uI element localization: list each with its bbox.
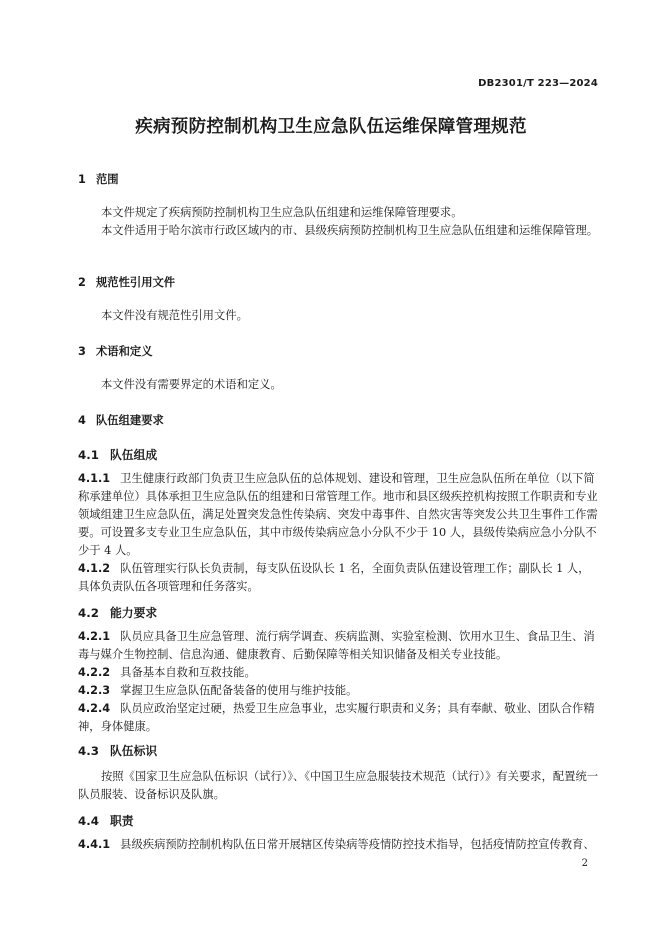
document-title: 疾病预防控制机构卫生应急队伍运维保障管理规范 [135, 117, 527, 137]
subsection-title: 能力要求 [110, 606, 158, 620]
subsection-4-1-heading [78, 446, 600, 464]
section-number: 1 [78, 173, 86, 186]
section-title: 范围 [96, 173, 119, 186]
section-1-paragraph-2: 本文件适用于哈尔滨市行政区域内的市、县级疾病预防控制机构卫生应急队伍组建和运维保障管理。 [101, 224, 599, 237]
clause-number: 4.2.3 [78, 684, 111, 697]
subsection-4-4-heading [78, 812, 600, 830]
clause-number: 4.1.1 [78, 472, 111, 485]
subsection-4-3-heading [78, 742, 600, 760]
subsection-title: 队伍标识 [110, 744, 158, 758]
section-1-heading [78, 171, 600, 189]
clause-4-2-2 [78, 664, 600, 682]
section-4-heading [78, 412, 600, 430]
clause-number: 4.2.4 [78, 702, 111, 715]
section-1-paragraph-1: 本文件规定了疾病预防控制机构卫生应急队伍组建和运维保障管理要求。 [101, 206, 463, 219]
clause-text: 具备基本自救和互救技能。 [120, 666, 256, 679]
clause-4-2-1 [78, 628, 600, 664]
clause-4-2-3 [78, 682, 600, 700]
clause-text: 队员应具备卫生应急管理、流行病学调查、疾病监测、实验室检测、饮用水卫生、食品卫生、消毒与媒介生物控制、信息沟通、健康教育、后勤保障等相关知识储备及相关专业技能。 [78, 630, 595, 661]
section-3-heading [78, 343, 600, 361]
section-number: 4 [78, 414, 86, 427]
clause-number: 4.2.2 [78, 666, 111, 679]
clause-4-1-1 [78, 470, 600, 560]
section-2-heading [78, 274, 600, 292]
clause-4-2-4 [78, 700, 600, 736]
clause-text: 掌握卫生应急队伍配备装备的使用与维护技能。 [120, 684, 358, 697]
subsection-number: 4.3 [78, 744, 99, 758]
clause-text: 队伍管理实行队长负责制，每支队伍设队长 1 名，全面负责队伍建设管理工作；副队长 1 人，具体负责队伍各项管理和任务落实。 [78, 562, 590, 593]
subsection-number: 4.4 [78, 814, 99, 828]
page-number: 2 [581, 858, 588, 869]
section-title: 术语和定义 [96, 345, 153, 358]
section-title: 队伍组建要求 [96, 414, 164, 427]
section-3-paragraph: 本文件没有需要界定的术语和定义。 [101, 378, 282, 391]
section-number: 2 [78, 276, 86, 289]
section-title: 规范性引用文件 [96, 276, 176, 289]
subsection-4-2-heading [78, 604, 600, 622]
clause-text: 县级疾病预防控制机构队伍日常开展辖区传染病等疫情防控技术指导，包括疫情防控宣传教育、 [120, 838, 595, 851]
clause-number: 4.4.1 [78, 838, 111, 851]
clause-number: 4.1.2 [78, 562, 111, 575]
section-number: 3 [78, 345, 86, 358]
subsection-title: 队伍组成 [110, 448, 158, 462]
clause-text: 队员应政治坚定过硬，热爱卫生应急事业，忠实履行职责和义务；具有奉献、敬业、团队合作精神，身体健康。 [78, 702, 595, 733]
subsection-number: 4.2 [78, 606, 99, 620]
document-code: DB2301/T 223—2024 [478, 78, 598, 89]
subsection-number: 4.1 [78, 448, 99, 462]
clause-4-1-2 [78, 560, 600, 596]
clause-text: 卫生健康行政部门负责卫生应急队伍的总体规划、建设和管理，卫生应急队伍所在单位（以下简称承建单位）具体承担卫生应急队伍的组建和日常管理工作。地市和县区级疾控机构按照工作职责和专业领域组建卫生应急队伍，满足处置突发急性传染病、突发中毒事件、自然灾害等突发公共卫生事件工作需要。可设置多支专业卫生应急队伍，其中市级传染病应急小分队不少于 10 人，县级传染病应急小分队不少于 4 人。 [78, 472, 598, 557]
clause-4-4-1 [78, 836, 600, 854]
clause-number: 4.2.1 [78, 630, 111, 643]
subsection-title: 职责 [110, 814, 134, 828]
subsection-4-3-paragraph: 按照《国家卫生应急队伍标识（试行）》、《中国卫生应急服装技术规范（试行）》有关要求，配置统一队员服装、设备标识及队旗。 [78, 770, 599, 801]
section-2-paragraph: 本文件没有规范性引用文件。 [101, 309, 248, 322]
